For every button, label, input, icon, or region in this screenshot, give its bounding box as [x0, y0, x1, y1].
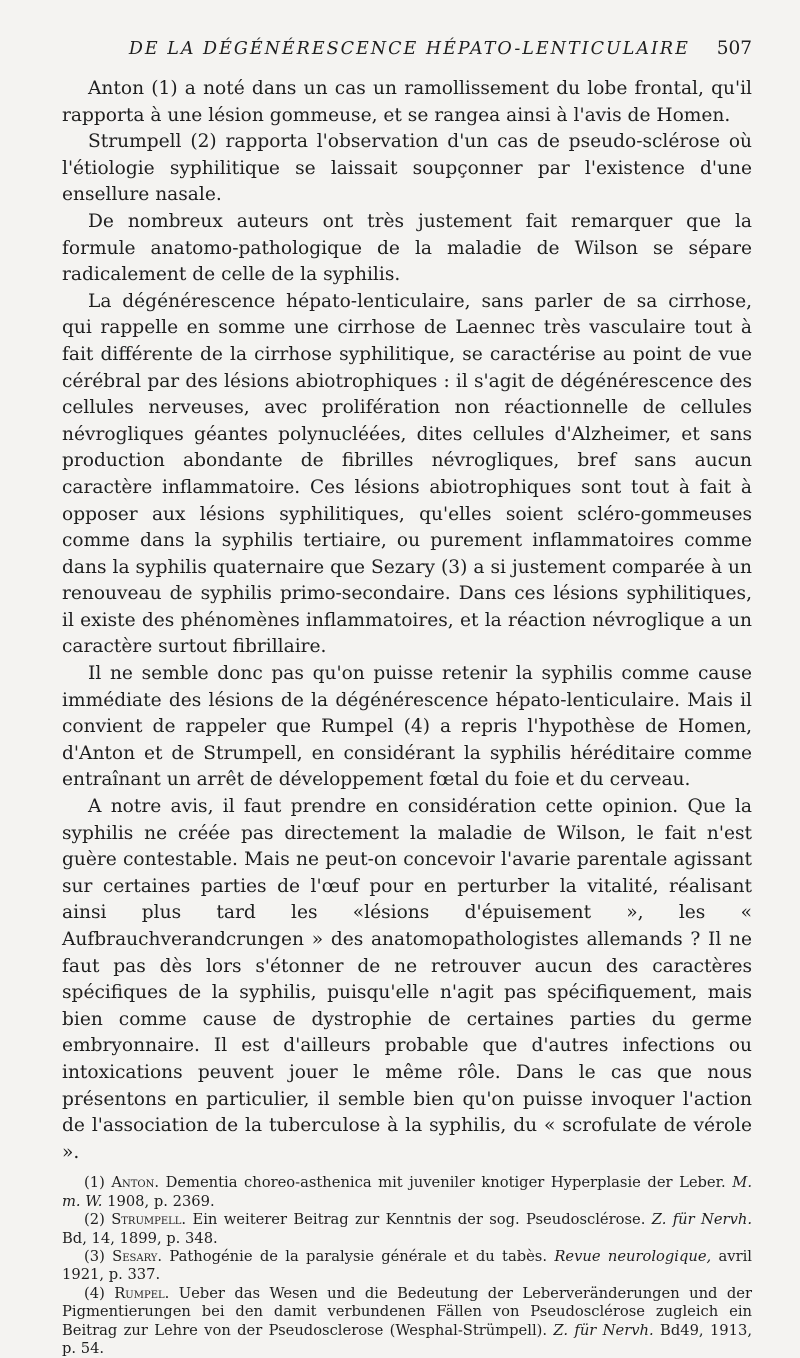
- footnote-details: 1908, p. 2369.: [107, 1192, 215, 1210]
- footnote-mark: (4): [84, 1284, 105, 1302]
- page-number: 507: [716, 38, 752, 59]
- footnote-text: Pathogénie de la paralysie générale et du tabès.: [169, 1247, 548, 1265]
- footnote-author: Anton.: [111, 1174, 160, 1192]
- footnote: [62, 1174, 752, 1211]
- footnote-author: Rumpel.: [114, 1284, 170, 1302]
- paragraph: La dégénérescence hépato-lenticulaire, sans parler de sa cirrhose, qui rappelle en somme une cirrhose de Laennec très vasculaire tout à fait différente de la cirrhose syphilitique, se caractérise au point de vue cérébral par des lésions abiotrophiques : il s'agit de dégénérescence des cellules nerveuses, avec prolifération non réactionnelle de cellules névrogliques géantes polynucléées, dites cellules d'Alzheimer, et sans production abondante de fibrilles névrogliques, bref sans aucun caractère inflammatoire. Ces lésions abiotrophiques sont tout à fait à opposer aux lésions syphilitiques, qu'elles soient scléro-gommeuses comme dans la syphilis tertiaire, ou purement inflammatoires comme dans la syphilis quaternaire que Sezary (3) a si justement comparée à un renouveau de syphilis primo-secondaire. Dans ces lésions syphilitiques, il existe des phénomènes inflammatoires, et la réaction névroglique a un caractère surtout fibrillaire.: [62, 290, 752, 658]
- footnote-mark: (2): [84, 1211, 105, 1229]
- footnote-source: Z. für Nervh.: [553, 1321, 654, 1339]
- footnotes: [62, 1174, 752, 1358]
- footnote: [62, 1248, 752, 1285]
- footnote-text: Dementia choreo-asthenica mit juveniler knotiger Hyperplasie der Leber.: [165, 1174, 726, 1192]
- footnote: [62, 1211, 752, 1248]
- footnote-details: Bd49, 1913, p. 54.: [62, 1321, 753, 1357]
- footnote: [62, 1285, 752, 1358]
- running-title: DE LA DÉGÉNÉRESCENCE HÉPATO-LENTICULAIRE: [128, 39, 690, 59]
- paragraph: Anton (1) a noté dans un cas un ramollissement du lobe frontal, qu'il rapporta à une lésion gommeuse, et se rangea ainsi à l'avis de Homen.: [62, 78, 752, 126]
- footnote-author: Strumpell.: [111, 1211, 187, 1229]
- footnote-mark: (1): [84, 1174, 105, 1192]
- footnote-text: Ein weiterer Beitrag zur Kenntnis der sog. Pseudosclérose.: [192, 1211, 646, 1229]
- body-text: [62, 76, 752, 1166]
- running-header: [62, 38, 752, 72]
- footnote-details: avril 1921, p. 337.: [62, 1247, 753, 1284]
- footnote-source: Z. für Nervh.: [651, 1211, 753, 1229]
- paragraph: De nombreux auteurs ont très justement fait remarquer que la formule anatomo-pathologique de la maladie de Wilson se sépare radicalement de celle de la syphilis.: [62, 210, 752, 286]
- footnote-source: Revue neurologique,: [554, 1247, 712, 1265]
- footnote-author: Sesary.: [112, 1247, 163, 1265]
- footnote-text: Ueber das Wesen und die Bedeutung der Leberveränderungen und der Pigmentierungen bei den damit verbundenen Fällen von Pseudosclérose zugleich ein Beitrag zur Lehre von der Pseudosclerose (Wesphal-Strümpell).: [62, 1284, 752, 1339]
- paragraph: Il ne semble donc pas qu'on puisse retenir la syphilis comme cause immédiate des lésions de la dégénérescence hépato-lenticulaire. Mais il convient de rappeler que Rumpel (4) a repris l'hypothèse de Homen, d'Anton et de Strumpell, en considérant la syphilis héréditaire comme entraînant un arrêt de développement fœtal du foie et du cerveau.: [62, 663, 752, 791]
- footnote-mark: (3): [84, 1247, 105, 1265]
- footnote-source: M. m. W.: [62, 1174, 752, 1210]
- paragraph: A notre avis, il faut prendre en considération cette opinion. Que la syphilis ne créée pas directement la maladie de Wilson, le fait n'est guère contestable. Mais ne peut-on concevoir l'avarie parentale agissant sur certaines parties de l'œuf pour en perturber la vitalité, réalisant ainsi plus tard les «lésions d'épuisement », les « Aufbrauchverandcrungen » des anatomopathologistes allemands ? Il ne faut pas dès lors s'étonner de ne retrouver aucun des caractères spécifiques de la syphilis, puisqu'elle n'agit pas spécifiquement, mais bien comme cause de dystrophie de certaines parties du germe embryonnaire. Il est d'ailleurs probable que d'autres infections ou intoxications peuvent jouer le même rôle. Dans le cas que nous présentons en particulier, il semble bien qu'on puisse invoquer l'action de l'association de la tuberculose à la syphilis, du « scrofulate de vérole ».: [62, 796, 752, 1163]
- paragraph: Strumpell (2) rapporta l'observation d'un cas de pseudo-sclérose où l'étiologie syphilitique se laissait soupçonner par l'existence d'une ensellure nasale.: [62, 131, 752, 206]
- footnote-details: Bd, 14, 1899, p. 348.: [62, 1229, 218, 1247]
